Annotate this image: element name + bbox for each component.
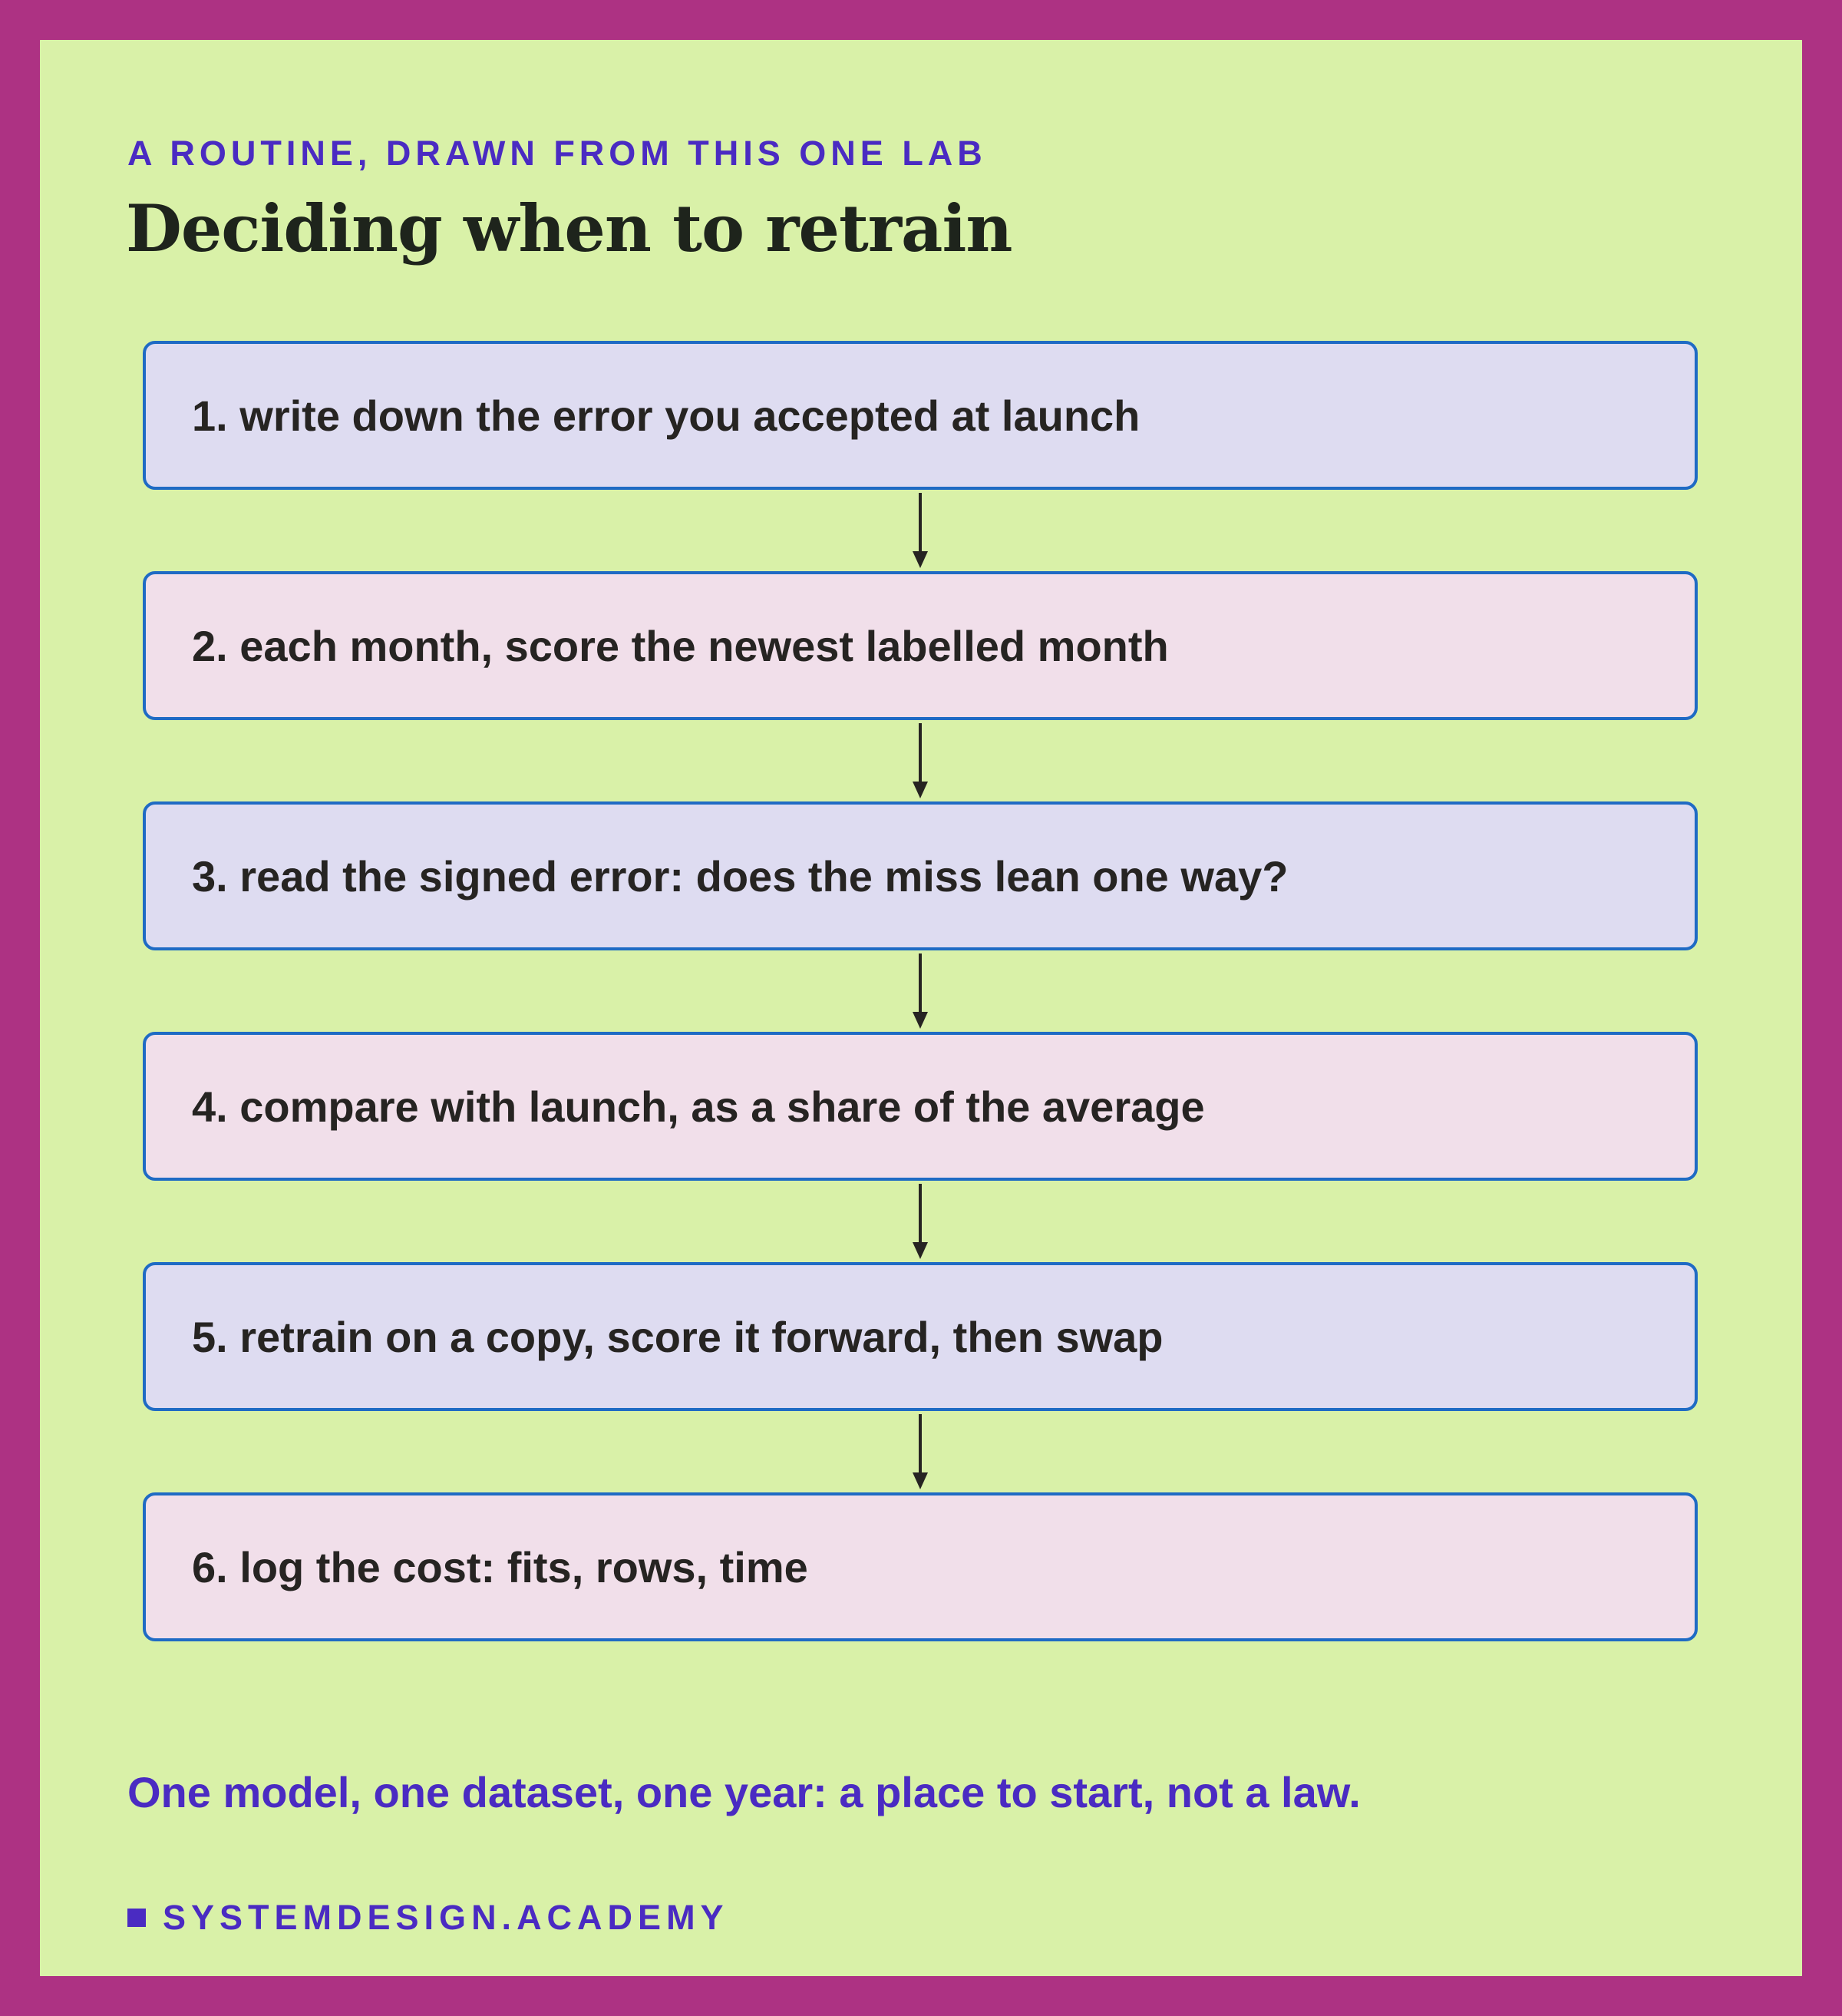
arrow-connector-2 [905, 723, 936, 800]
arrow-connector-1 [905, 493, 936, 570]
brand-label: SYSTEMDESIGN.ACADEMY [163, 1898, 729, 1937]
step-box-6 [143, 1492, 1698, 1641]
card [40, 40, 1802, 1976]
page-title: Deciding when to retrain [126, 190, 1012, 266]
step-label-2: 2. each month, score the newest labelled month [192, 621, 1169, 670]
step-box-2 [143, 571, 1698, 720]
step-label-4: 4. compare with launch, as a share of the average [192, 1082, 1205, 1131]
step-label-1: 1. write down the error you accepted at launch [192, 391, 1141, 440]
brand-square-icon [127, 1909, 146, 1927]
footer-note: One model, one dataset, one year: a place to start, not a law. [127, 1768, 1361, 1816]
step-box-5 [143, 1262, 1698, 1411]
step-box-3 [143, 801, 1698, 950]
arrow-connector-3 [905, 953, 936, 1030]
arrow-connector-4 [905, 1184, 936, 1261]
arrow-connector-5 [905, 1414, 936, 1491]
step-label-5: 5. retrain on a copy, score it forward, then swap [192, 1312, 1164, 1361]
brand [127, 1898, 729, 1938]
step-box-4 [143, 1032, 1698, 1181]
eyebrow-label: A ROUTINE, DRAWN FROM THIS ONE LAB [127, 134, 987, 173]
flowchart [40, 40, 1802, 1976]
step-label-3: 3. read the signed error: does the miss lean one way? [192, 851, 1289, 901]
step-box-1 [143, 341, 1698, 490]
step-label-6: 6. log the cost: fits, rows, time [192, 1542, 808, 1591]
